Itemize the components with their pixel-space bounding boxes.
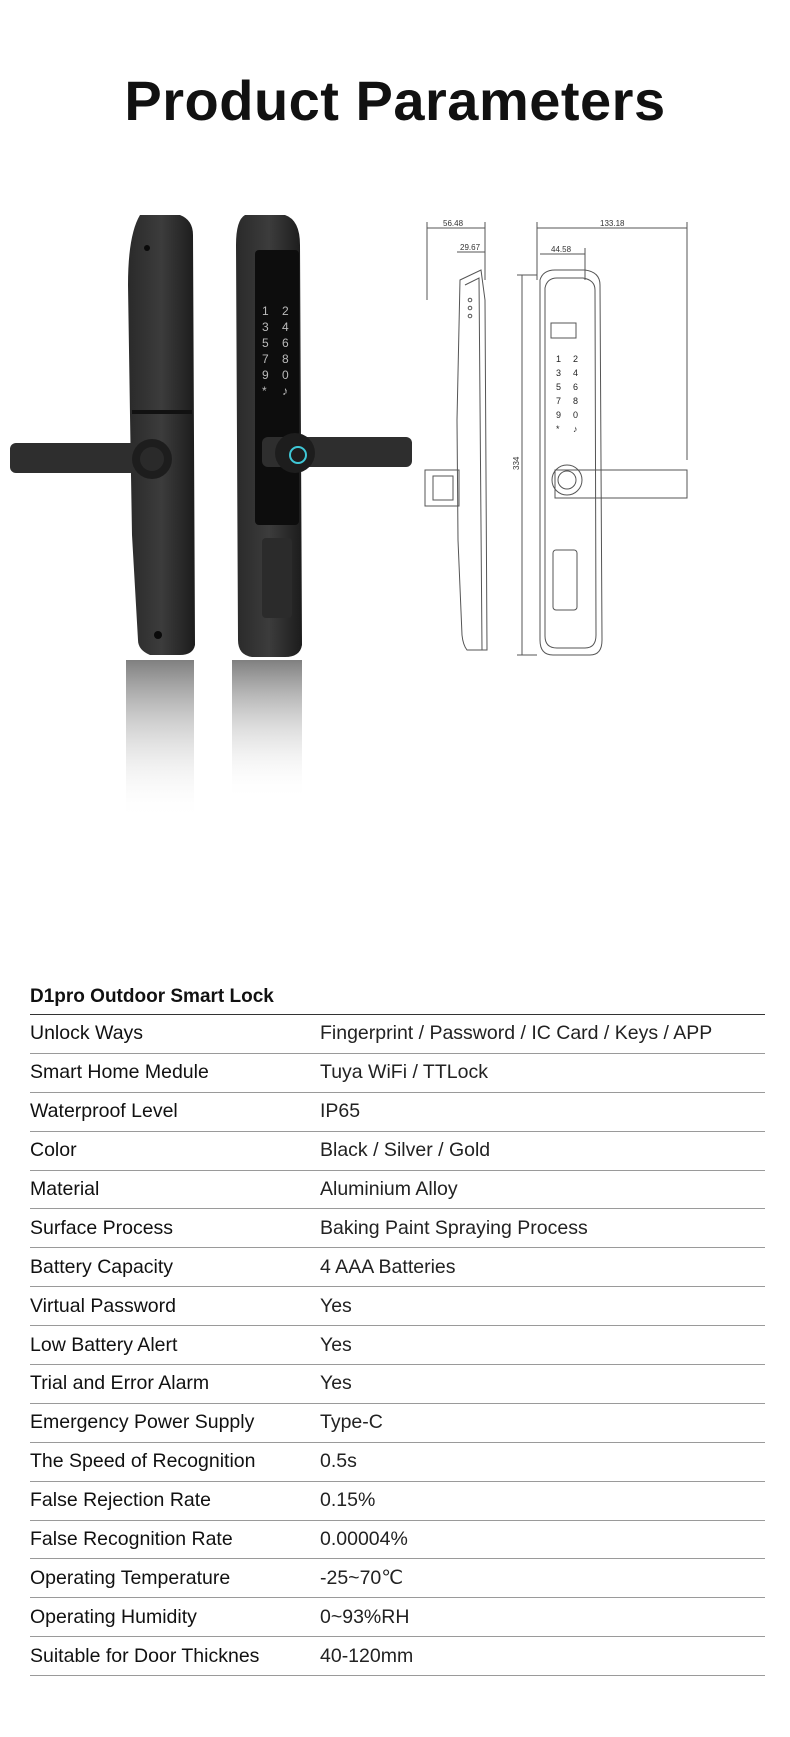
spec-label: Operating Temperature — [30, 1566, 231, 1589]
dim-side-inner: 29.67 — [460, 243, 481, 252]
svg-text:3: 3 — [556, 368, 562, 378]
spec-row — [30, 1093, 765, 1132]
spec-row — [30, 1482, 765, 1521]
spec-value: Yes — [320, 1372, 352, 1395]
spec-row — [30, 1637, 765, 1676]
spec-label: Operating Humidity — [30, 1605, 197, 1628]
spec-row — [30, 1287, 765, 1326]
svg-text:8: 8 — [282, 352, 289, 366]
spec-row — [30, 1171, 765, 1210]
svg-text:3: 3 — [262, 320, 269, 334]
spec-label: Emergency Power Supply — [30, 1411, 255, 1434]
spec-value: 0~93%RH — [320, 1605, 410, 1628]
svg-text:7: 7 — [262, 352, 269, 366]
spec-row — [30, 1326, 765, 1365]
lock-back-view — [10, 215, 195, 655]
spec-value: Yes — [320, 1294, 352, 1317]
svg-text:0: 0 — [573, 410, 579, 420]
spec-value: 4 AAA Batteries — [320, 1255, 456, 1278]
lock-front-view — [236, 215, 412, 657]
spec-value: Type-C — [320, 1411, 383, 1434]
svg-text:2: 2 — [282, 304, 289, 318]
spec-value: 0.5s — [320, 1450, 357, 1473]
spec-label: False Rejection Rate — [30, 1489, 212, 1512]
spec-value: Tuya WiFi / TTLock — [320, 1061, 488, 1084]
spec-row — [30, 1015, 765, 1054]
spec-value: Aluminium Alloy — [320, 1178, 458, 1200]
svg-text:♪: ♪ — [282, 384, 288, 398]
svg-text:4: 4 — [573, 368, 579, 378]
svg-text:5: 5 — [262, 336, 269, 350]
spec-row — [30, 1521, 765, 1560]
drawing-keypad — [556, 354, 578, 434]
svg-text:0: 0 — [282, 368, 289, 382]
technical-drawing — [443, 219, 790, 740]
svg-text:1: 1 — [262, 304, 269, 318]
spec-value: 40-120mm — [320, 1644, 414, 1667]
spec-value: Yes — [320, 1333, 352, 1356]
spec-value: IP65 — [320, 1100, 361, 1123]
svg-text:5: 5 — [556, 382, 562, 392]
svg-text:4: 4 — [282, 320, 289, 334]
svg-text:7: 7 — [556, 396, 562, 406]
spec-value: 0.15% — [320, 1489, 376, 1512]
spec-row — [30, 1365, 765, 1404]
spec-row — [30, 1404, 765, 1443]
spec-label: Waterproof Level — [30, 1100, 178, 1123]
spec-table — [30, 980, 765, 1676]
spec-row — [30, 1209, 765, 1248]
spec-label: Low Battery Alert — [30, 1333, 178, 1356]
spec-label: Unlock Ways — [30, 1022, 144, 1045]
spec-label: Surface Process — [30, 1216, 174, 1239]
svg-text:6: 6 — [282, 336, 289, 350]
svg-text:1: 1 — [556, 354, 562, 364]
spec-value: -25~70℃ — [320, 1567, 404, 1590]
spec-row — [30, 1559, 765, 1598]
spec-label: Color — [30, 1139, 77, 1162]
spec-label: Suitable for Door Thicknes — [30, 1644, 260, 1667]
page-title: Product Parameters — [124, 69, 666, 132]
spec-value: Black / Silver / Gold — [320, 1139, 491, 1162]
dim-front-inner: 44.58 — [551, 245, 572, 254]
svg-text:*: * — [262, 384, 267, 398]
spec-label: False Recognition Rate — [30, 1528, 233, 1551]
spec-row — [30, 1248, 765, 1287]
spec-value: Fingerprint / Password / IC Card / Keys / APP — [320, 1022, 713, 1045]
spec-row — [30, 1443, 765, 1482]
svg-text:9: 9 — [262, 368, 269, 382]
spec-row — [30, 1598, 765, 1637]
svg-text:2: 2 — [573, 354, 579, 364]
spec-table-heading: D1pro Outdoor Smart Lock — [30, 980, 765, 1015]
spec-value: 0.00004% — [320, 1528, 408, 1551]
spec-label: Battery Capacity — [30, 1255, 174, 1278]
spec-value: Baking Paint Spraying Process — [320, 1216, 588, 1239]
spec-row — [30, 1054, 765, 1093]
spec-label: Virtual Password — [30, 1294, 176, 1317]
svg-text:9: 9 — [556, 410, 562, 420]
spec-label: Trial and Error Alarm — [30, 1372, 210, 1395]
svg-text:*: * — [556, 424, 560, 434]
spec-row — [30, 1132, 765, 1171]
spec-label: The Speed of Recognition — [30, 1450, 256, 1473]
dim-side-total: 56.48 — [443, 219, 464, 228]
dim-height: 334 — [512, 456, 521, 470]
svg-text:6: 6 — [573, 382, 579, 392]
dim-front-total: 133.18 — [600, 219, 625, 228]
svg-text:8: 8 — [573, 396, 579, 406]
spec-label: Material — [30, 1178, 100, 1200]
svg-text:♪: ♪ — [573, 424, 578, 434]
product-photo — [0, 215, 460, 915]
spec-label: Smart Home Medule — [30, 1061, 209, 1084]
